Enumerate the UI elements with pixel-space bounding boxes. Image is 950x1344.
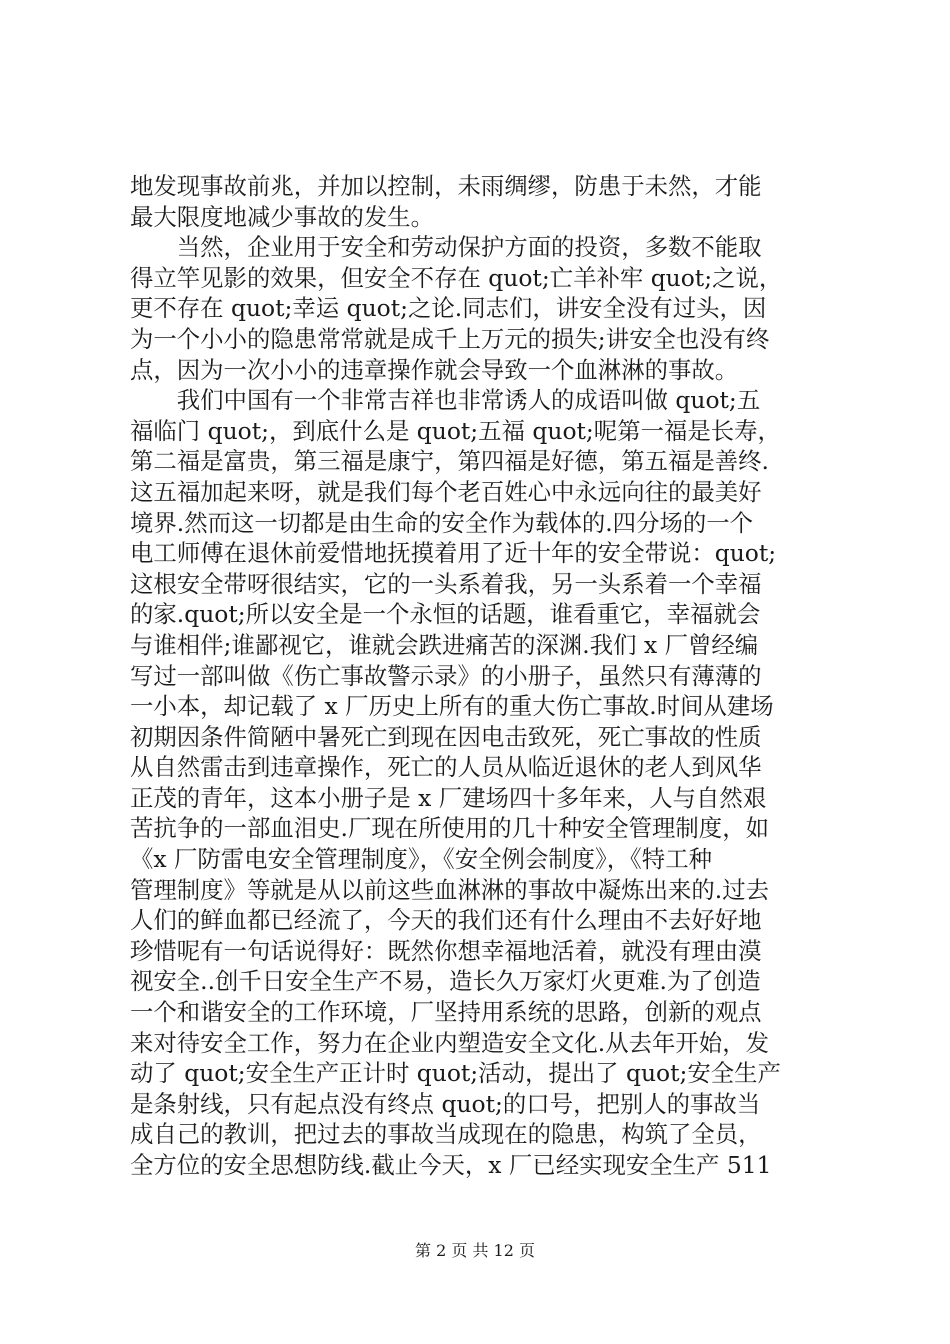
text-line: 这根安全带呀很结实，它的一头系着我，另一头系着一个幸福 [130,569,762,598]
text-line: 福临门 quot;，到底什么是 quot;五福 quot;呢第一福是长寿， [130,416,781,445]
text-line: 人们的鲜血都已经流了，今天的我们还有什么理由不去好好地 [130,906,762,935]
text-line: 更不存在 quot;幸运 quot;之论.同志们，讲安全没有过头，因 [130,294,767,323]
page-number-footer: 第 2 页 共 12 页 [415,1241,535,1260]
text-line: 珍惜呢有一句话说得好：既然你想幸福地活着，就没有理由漠 [130,936,762,965]
text-line: 动了 quot;安全生产正计时 quot;活动，提出了 quot;安全生产 [130,1059,781,1088]
text-line: 视安全..创千日安全生产不易，造长久万家灯火更难.为了创造 [130,967,761,996]
text-line: 从自然雷击到违章操作，死亡的人员从临近退休的老人到风华 [130,753,762,782]
text-line: 与谁相伴;谁鄙视它，谁就会跌进痛苦的深渊.我们 x 厂曾经编 [130,630,759,659]
text-line: 地发现事故前兆，并加以控制，未雨绸缪，防患于未然，才能 [130,172,762,200]
text-line: 当然，企业用于安全和劳动保护方面的投资，多数不能取 [130,233,762,262]
text-line: 写过一部叫做《伤亡事故警示录》的小册子，虽然只有薄薄的 [130,661,762,690]
text-line: 最大限度地减少事故的发生。 [130,202,435,231]
text-line: 点，因为一次小小的违章操作就会导致一个血淋淋的事故。 [130,355,739,384]
text-line: 境界.然而这一切都是由生命的安全作为载体的.四分场的一个 [130,508,754,537]
text-line: 《x 厂防雷电安全管理制度》，《安全例会制度》，《特工种 [130,845,712,874]
text-line: 管理制度》等就是从以前这些血淋淋的事故中凝炼出来的.过去 [130,875,769,904]
text-line: 初期因条件简陋中暑死亡到现在因电击致死，死亡事故的性质 [130,722,762,751]
text-line: 这五福加起来呀，就是我们每个老百姓心中永远向往的最美好 [130,477,762,506]
text-line: 一小本，却记载了 x 厂历史上所有的重大伤亡事故.时间从建场 [130,692,774,721]
text-line: 的家.quot;所以安全是一个永恒的话题，谁看重它，幸福就会 [130,600,761,629]
text-line: 我们中国有一个非常吉祥也非常诱人的成语叫做 quot;五 [130,386,761,415]
text-line: 一个和谐安全的工作环境，厂坚持用系统的思路，创新的观点 [130,998,762,1027]
text-line: 正茂的青年，这本小册子是 x 厂建场四十多年来，人与自然艰 [130,783,767,812]
text-line: 电工师傅在退休前爱惜地抚摸着用了近十年的安全带说：quot; [130,539,777,568]
text-line: 来对待安全工作，努力在企业内塑造安全文化.从去年开始，发 [130,1028,769,1057]
text-line: 是条射线，只有起点没有终点 quot;的口号，把别人的事故当 [130,1089,761,1118]
text-line: 为一个小小的隐患常常就是成千上万元的损失;讲安全也没有终 [130,324,770,353]
text-line: 全方位的安全思想防线.截止今天，x 厂已经实现安全生产 511 [130,1151,772,1179]
text-line: 成自己的教训，把过去的事故当成现在的隐患，构筑了全员， [130,1120,762,1149]
text-line: 得立竿见影的效果，但安全不存在 quot;亡羊补牢 quot;之说， [130,263,783,292]
text-line: 苦抗争的一部血泪史.厂现在所使用的几十种安全管理制度，如 [130,814,769,843]
text-line: 第二福是富贵，第三福是康宁，第四福是好德，第五福是善终. [130,447,769,476]
body-text [130,171,830,1181]
